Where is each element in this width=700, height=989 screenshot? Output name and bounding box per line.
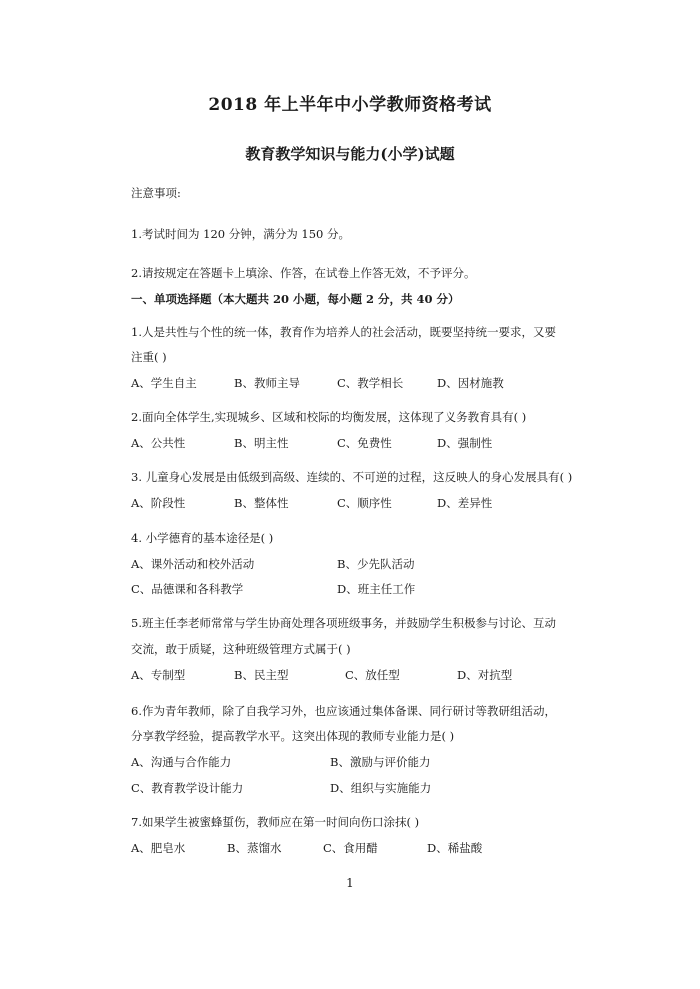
question-5-line-1: 5.班主任李老师常常与学生协商处理各项班级事务，并鼓励学生积极参与讨论、互动 bbox=[131, 616, 556, 630]
question-4-option-d: D、班主任工作 bbox=[337, 582, 416, 596]
question-5-option-c: C、放任型 bbox=[345, 668, 400, 682]
question-1-option-b: B、教师主导 bbox=[234, 376, 300, 390]
question-5-line-2: 交流，敢于质疑，这种班级管理方式属于( ) bbox=[131, 642, 351, 656]
question-7-option-a: A、肥皂水 bbox=[131, 841, 186, 855]
question-1-option-a: A、学生自主 bbox=[131, 376, 197, 390]
question-2-option-c: C、免费性 bbox=[337, 436, 392, 450]
page-number: 1 bbox=[346, 876, 354, 890]
question-4-option-b: B、少先队活动 bbox=[337, 557, 415, 571]
question-1-option-d: D、因材施教 bbox=[437, 376, 504, 390]
question-3-option-d: D、差异性 bbox=[437, 496, 493, 510]
question-3-line-1: 3. 儿童身心发展是由低级到高级、连续的、不可逆的过程，这反映人的身心发展具有( ) bbox=[131, 470, 573, 484]
question-7-line-1: 7.如果学生被蜜蜂蜇伤，教师应在第一时间向伤口涂抹( ) bbox=[131, 815, 420, 829]
question-7-option-c: C、食用醋 bbox=[323, 841, 378, 855]
question-5-option-d: D、对抗型 bbox=[457, 668, 513, 682]
question-1-line-1: 1.人是共性与个性的统一体，教育作为培养人的社会活动，既要坚持统一要求，又要 bbox=[131, 325, 556, 339]
question-6-line-2: 分享教学经验，提高教学水平。这突出体现的教师专业能力是( ) bbox=[131, 729, 455, 743]
question-6-line-1: 6.作为青年教师，除了自我学习外，也应该通过集体备课、同行研讨等教研组活动， bbox=[131, 704, 556, 718]
question-3-option-a: A、阶段性 bbox=[131, 496, 186, 510]
question-4-option-a: A、课外活动和校外活动 bbox=[131, 557, 255, 571]
question-2-option-a: A、公共性 bbox=[131, 436, 186, 450]
notice-item-2: 2.请按规定在答题卡上填涂、作答，在试卷上作答无效，不予评分。 bbox=[131, 266, 476, 280]
question-7-option-b: B、蒸馏水 bbox=[227, 841, 282, 855]
question-7-option-d: D、稀盐酸 bbox=[427, 841, 483, 855]
exam-subtitle: 教育教学知识与能力(小学)试题 bbox=[245, 145, 455, 163]
question-6-option-c: C、教育教学设计能力 bbox=[131, 781, 244, 795]
question-3-option-b: B、整体性 bbox=[234, 496, 289, 510]
question-3-option-c: C、顺序性 bbox=[337, 496, 392, 510]
notice-heading: 注意事项: bbox=[131, 186, 181, 200]
exam-title: 2018 年上半年中小学教师资格考试 bbox=[208, 95, 492, 115]
question-2-option-b: B、明主性 bbox=[234, 436, 289, 450]
question-6-option-d: D、组织与实施能力 bbox=[330, 781, 432, 795]
question-4-option-c: C、品德课和各科教学 bbox=[131, 582, 244, 596]
question-5-option-b: B、民主型 bbox=[234, 668, 289, 682]
section-heading: 一、单项选择题（本大题共 20 小题，每小题 2 分，共 40 分） bbox=[131, 292, 460, 306]
question-2-line-1: 2.面向全体学生,实现城乡、区域和校际的均衡发展，这体现了义务教育具有( ) bbox=[131, 410, 527, 424]
question-4-line-1: 4. 小学德育的基本途径是( ) bbox=[131, 531, 274, 545]
notice-item-1: 1.考试时间为 120 分钟，满分为 150 分。 bbox=[131, 227, 350, 241]
question-5-option-a: A、专制型 bbox=[131, 668, 186, 682]
question-6-option-a: A、沟通与合作能力 bbox=[131, 755, 232, 769]
question-1-line-2: 注重( ) bbox=[131, 350, 167, 364]
question-1-option-c: C、教学相长 bbox=[337, 376, 404, 390]
question-6-option-b: B、激励与评价能力 bbox=[330, 755, 431, 769]
question-2-option-d: D、强制性 bbox=[437, 436, 493, 450]
